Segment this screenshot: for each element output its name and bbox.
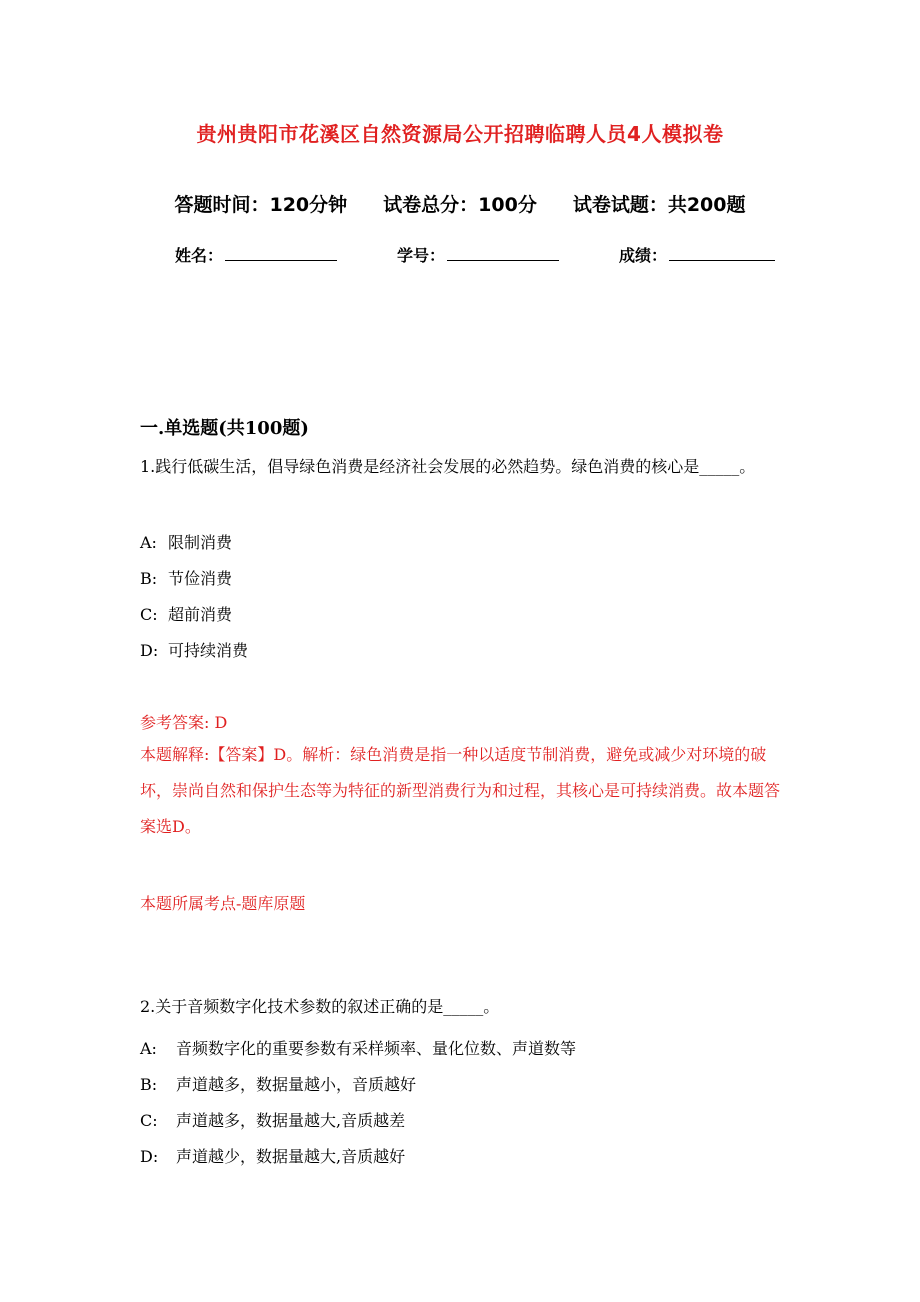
exam-meta	[0, 190, 920, 217]
id-field	[397, 243, 559, 266]
option-letter: A:	[140, 533, 157, 552]
question-2-option-b	[140, 1072, 416, 1095]
question-1-option-c	[140, 602, 232, 625]
id-blank	[447, 246, 559, 261]
question-2-text: 2.关于音频数字化技术参数的叙述正确的是_____。	[140, 997, 500, 1016]
exam-time: 答题时间：120分钟	[174, 194, 348, 216]
option-letter: D:	[140, 1147, 159, 1166]
question-1-text: 1.践行低碳生活，倡导绿色消费是经济社会发展的必然趋势。绿色消费的核心是_____。	[140, 457, 756, 476]
question-1-option-a	[140, 530, 232, 553]
question-1-answer: 参考答案: D	[140, 713, 228, 732]
option-letter: D:	[140, 641, 159, 660]
question-2-option-d	[140, 1144, 405, 1167]
question-2-option-c	[140, 1108, 405, 1131]
option-letter: B:	[140, 1075, 158, 1094]
score-field	[619, 243, 775, 266]
question-1-option-d	[140, 638, 248, 661]
id-label: 学号：	[396, 246, 445, 265]
score-blank	[669, 246, 775, 261]
option-letter: C:	[140, 1111, 158, 1130]
score-label: 成绩：	[618, 246, 667, 265]
name-field	[175, 243, 337, 266]
exam-total-score: 试卷总分：100分	[383, 194, 537, 216]
name-label: 姓名：	[175, 246, 224, 265]
option-text: 超前消费	[168, 605, 233, 624]
question-2-option-a	[140, 1036, 576, 1059]
option-letter: B:	[140, 569, 158, 588]
option-text: 节俭消费	[168, 569, 233, 588]
exam-title: 贵州贵阳市花溪区自然资源局公开招聘临聘人员4人模拟卷	[196, 122, 724, 146]
option-text: 音频数字化的重要参数有采样频率、量化位数、声道数等	[176, 1039, 577, 1058]
student-info	[175, 243, 775, 266]
section-title: 一.单选题(共100题)	[140, 418, 309, 439]
question-1-option-b	[140, 566, 232, 589]
exam-total-questions: 试卷试题：共200题	[572, 194, 746, 216]
option-letter: C:	[140, 605, 158, 624]
name-blank	[225, 246, 337, 261]
option-text: 可持续消费	[168, 641, 249, 660]
question-1-source: 本题所属考点-题库原题	[140, 894, 306, 913]
option-text: 限制消费	[168, 533, 233, 552]
option-text: 声道越多，数据量越大,音质越差	[176, 1111, 406, 1130]
option-letter: A:	[140, 1039, 157, 1058]
question-1-explanation: 本题解释:【答案】D。解析：绿色消费是指一种以适度节制消费，避免或减少对环境的破坏，崇尚自然和保护生态等为特征的新型消费行为和过程，其核心是可持续消费。故本题答案选D。	[140, 745, 781, 836]
option-text: 声道越多，数据量越小，音质越好	[176, 1075, 417, 1094]
option-text: 声道越少，数据量越大,音质越好	[176, 1147, 406, 1166]
